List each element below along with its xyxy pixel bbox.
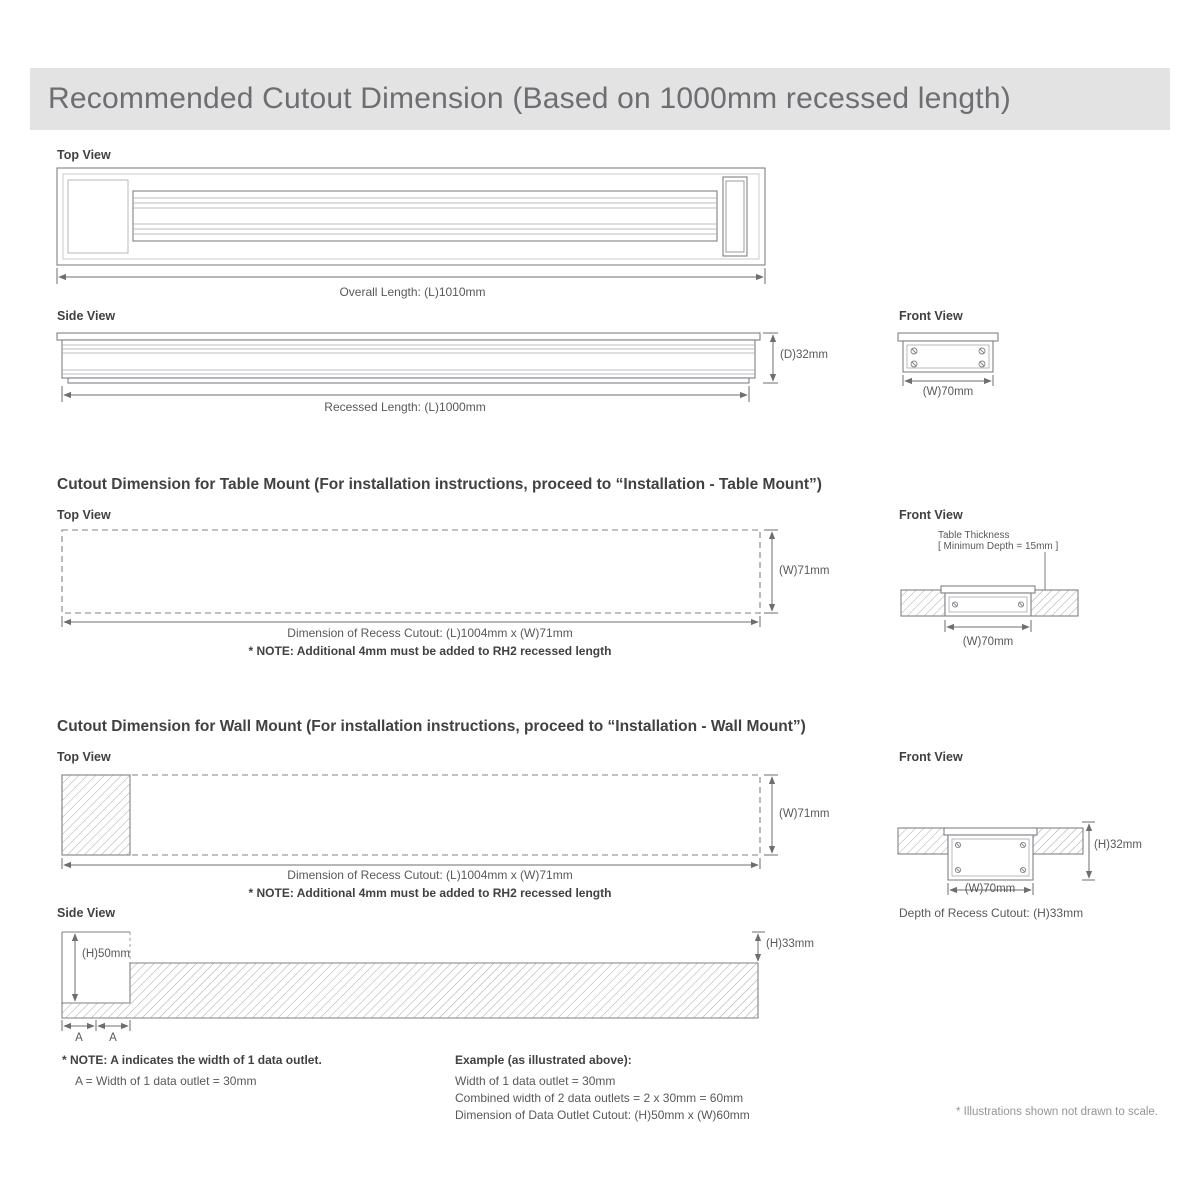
overview-front-view-drawing	[893, 328, 1008, 392]
page-header	[30, 68, 1170, 130]
depth-dimension: (D)32mm	[780, 349, 828, 361]
overview-top-view-label: Top View	[57, 148, 111, 162]
side-height-33-dimension: (H)33mm	[766, 938, 814, 950]
overview-front-view-label: Front View	[899, 309, 963, 323]
wall-cutout-note: * NOTE: Additional 4mm must be added to RH2 recessed length	[248, 886, 612, 900]
wall-mount-heading: Cutout Dimension for Wall Mount (For installation instructions, proceed to “Installation - Wall Mount”)	[57, 718, 806, 735]
wall-cutout-dimension: Dimension of Recess Cutout: (L)1004mm x (W)71mm	[287, 868, 573, 882]
overview-top-view-drawing	[55, 163, 770, 293]
wall-front-height-dimension: (H)32mm	[1094, 839, 1142, 851]
table-front-width-dimension: (W)70mm	[962, 636, 1014, 648]
table-top-view-label: Top View	[57, 508, 111, 522]
outlet-width-a-label-1: A	[75, 1032, 83, 1044]
wall-top-view-label: Top View	[57, 750, 111, 764]
wall-front-width-dimension: (W)70mm	[964, 883, 1016, 895]
example-line-2: Combined width of 2 data outlets = 2 x 30mm = 60mm	[455, 1091, 744, 1105]
table-mount-heading: Cutout Dimension for Table Mount (For installation instructions, proceed to “Installation - Table Mount”)	[57, 476, 822, 493]
table-thickness-label-line1: Table Thickness	[938, 530, 1010, 541]
front-width-dimension: (W)70mm	[922, 386, 974, 398]
outlet-width-a-label-2: A	[109, 1032, 117, 1044]
table-front-view-drawing	[893, 528, 1108, 653]
wall-top-view-drawing	[55, 765, 800, 877]
overall-length-dimension: Overall Length: (L)1010mm	[339, 285, 486, 299]
data-outlet-note: * NOTE: A indicates the width of 1 data outlet.	[62, 1053, 322, 1067]
overview-side-view-label: Side View	[57, 309, 116, 323]
table-cutout-dimension: Dimension of Recess Cutout: (L)1004mm x (W)71mm	[287, 626, 573, 640]
example-line-1: Width of 1 data outlet = 30mm	[455, 1074, 616, 1088]
table-width-dimension: (W)71mm	[779, 565, 830, 577]
wall-depth-note: Depth of Recess Cutout: (H)33mm	[899, 906, 1084, 920]
example-line-3: Dimension of Data Outlet Cutout: (H)50mm x (W)60mm	[455, 1108, 750, 1122]
scale-footnote: * Illustrations shown not drawn to scale.	[956, 1106, 1158, 1118]
data-outlet-width-note: A = Width of 1 data outlet = 30mm	[75, 1074, 257, 1088]
wall-front-view-label: Front View	[899, 750, 963, 764]
table-front-view-label: Front View	[899, 508, 963, 522]
side-height-50-dimension: (H)50mm	[82, 948, 130, 960]
table-thickness-label-line2: [ Minimum Depth = 15mm ]	[938, 541, 1059, 552]
example-heading: Example (as illustrated above):	[455, 1053, 632, 1067]
page-title: Recommended Cutout Dimension (Based on 1000mm recessed length)	[48, 82, 1011, 115]
wall-side-view-drawing	[55, 918, 795, 1050]
table-cutout-note: * NOTE: Additional 4mm must be added to RH2 recessed length	[248, 644, 612, 658]
table-top-view-drawing	[55, 523, 800, 635]
wall-side-view-label: Side View	[57, 906, 116, 920]
wall-width-dimension: (W)71mm	[779, 808, 830, 820]
recessed-length-dimension: Recessed Length: (L)1000mm	[324, 400, 486, 414]
